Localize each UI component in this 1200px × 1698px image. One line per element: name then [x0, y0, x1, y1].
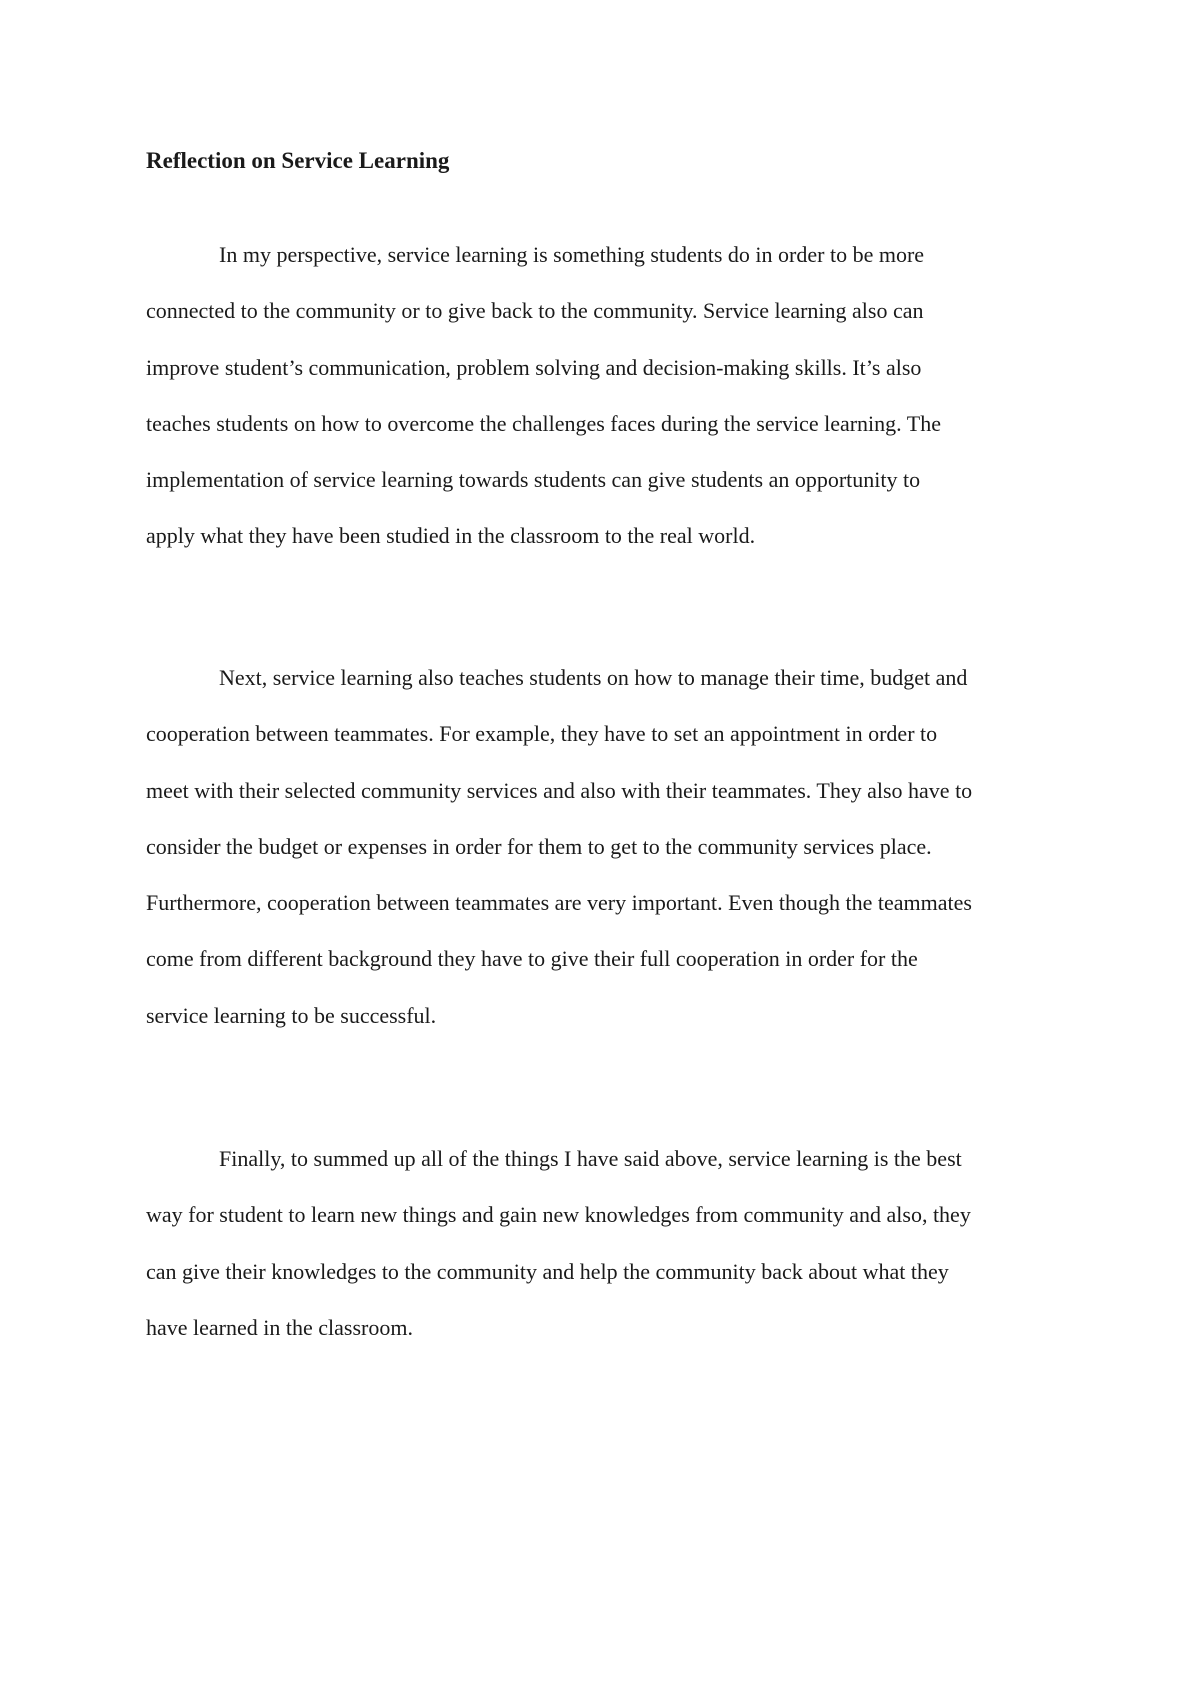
paragraph-line: consider the budget or expenses in order for them to get to the community services place. — [146, 833, 932, 859]
paragraph-line: implementation of service learning towards students can give students an opportunity to — [146, 467, 921, 493]
paragraph-line: meet with their selected community services and also with their teammates. They also have to — [146, 777, 973, 803]
paragraph-3 — [146, 1131, 1066, 1356]
paragraph-line: come from different background they have to give their full cooperation in order for the — [146, 946, 918, 972]
paragraph-line: improve student’s communication, problem solving and decision-making skills. It’s also — [146, 354, 922, 380]
paragraph-line: can give their knowledges to the community and help the community back about what they — [146, 1258, 949, 1284]
paragraph-1 — [146, 227, 1066, 565]
paragraph-line: apply what they have been studied in the classroom to the real world. — [146, 523, 756, 549]
paragraph-line: Furthermore, cooperation between teammates are very important. Even though the teammates — [146, 890, 972, 916]
paragraph-line: Finally, to summed up all of the things I have said above, service learning is the best — [219, 1146, 962, 1171]
paragraph-line: teaches students on how to overcome the challenges faces during the service learning. The — [146, 410, 941, 436]
paragraph-2 — [146, 650, 1066, 1044]
paragraph-line: cooperation between teammates. For example, they have to set an appointment in order to — [146, 721, 938, 747]
paragraph-line: connected to the community or to give back to the community. Service learning also can — [146, 298, 924, 324]
paragraph-line: In my perspective, service learning is something students do in order to be more — [219, 242, 925, 267]
paragraph-line: have learned in the classroom. — [146, 1314, 413, 1340]
paragraph-line: service learning to be successful. — [146, 1002, 437, 1028]
paragraph-line: way for student to learn new things and gain new knowledges from community and also, they — [146, 1202, 971, 1228]
document-title: Reflection on Service Learning — [146, 148, 450, 173]
paragraph-line: Next, service learning also teaches students on how to manage their time, budget and — [219, 665, 968, 690]
